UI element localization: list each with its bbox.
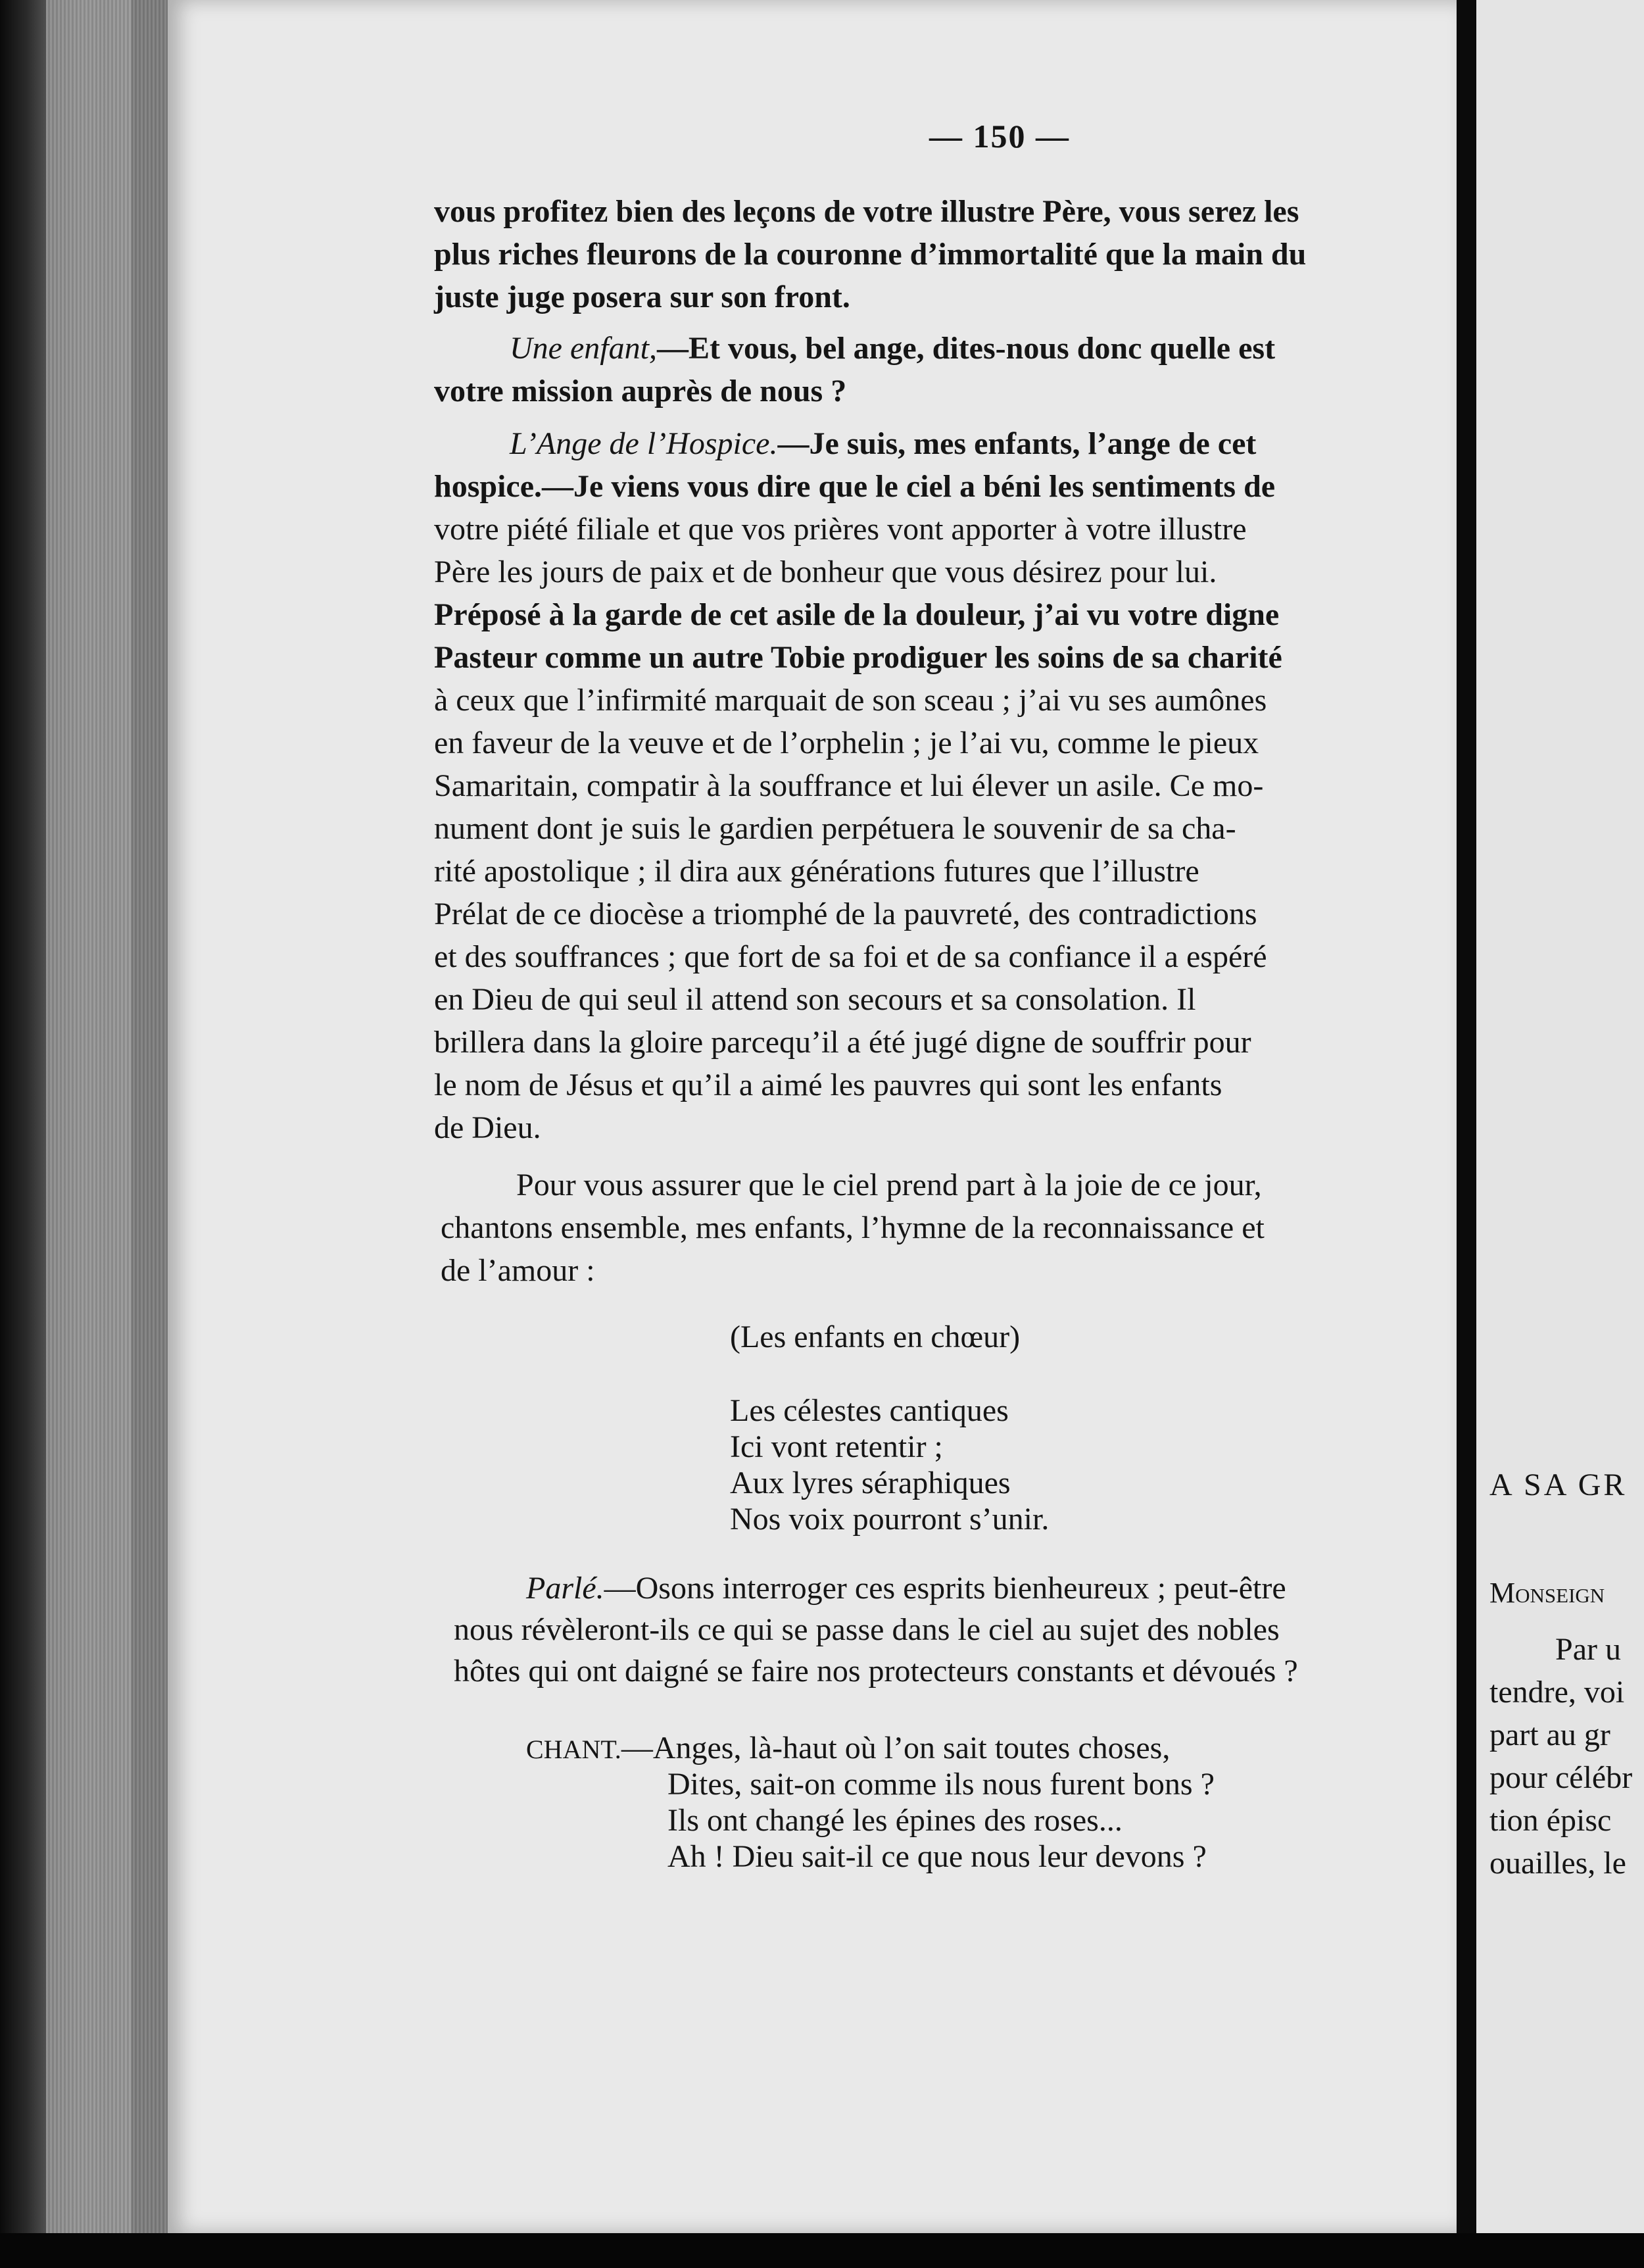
text-line: Pasteur comme un autre Tobie prodiguer les soins de sa charité <box>434 640 1282 675</box>
text-line: de l’amour : <box>441 1253 595 1288</box>
verse-line: Ah ! Dieu sait-il ce que nous leur devons ? <box>667 1839 1207 1874</box>
right-page-subheading: Monseign <box>1489 1577 1605 1609</box>
text-line: Père les jours de paix et de bonheur que vous désirez pour lui. <box>434 555 1217 589</box>
text-line: votre piété filiale et que vos prières vont apporter à votre illustre <box>434 512 1247 547</box>
parle-label: Parlé. <box>526 1571 604 1606</box>
scan-bottom-edge <box>0 2233 1644 2268</box>
text-line: Pour vous assurer que le ciel prend part à la joie de ce jour, <box>516 1168 1262 1202</box>
book-page-right-partial <box>1476 0 1644 2250</box>
verse-line: Ils ont changé les épines des roses... <box>667 1803 1123 1838</box>
text-line: hôtes qui ont daigné se faire nos protecteurs constants et dévoués ? <box>454 1654 1298 1689</box>
verse-line: Aux lyres séraphiques <box>730 1466 1011 1500</box>
verse-line: Dites, sait-on comme ils nous furent bons ? <box>667 1767 1215 1802</box>
text-line: brillera dans la gloire parcequ’il a été jugé digne de souffrir pour <box>434 1025 1251 1060</box>
text-line: votre mission auprès de nous ? <box>434 374 847 408</box>
dialogue-line <box>510 329 1275 368</box>
text-line: tion épisc <box>1489 1803 1612 1838</box>
dialogue-line <box>526 1569 1286 1608</box>
chant-label: CHANT. <box>526 1735 621 1764</box>
dialogue-text: —Osons interroger ces esprits bienheureux ; peut-être <box>604 1571 1286 1606</box>
text-line: Samaritain, compatir à la souffrance et lui élever un asile. Ce mo- <box>434 768 1264 803</box>
dialogue-text: —Je suis, mes enfants, l’ange de cet <box>777 426 1257 461</box>
text-line: à ceux que l’infirmité marquait de son sceau ; j’ai vu ses aumônes <box>434 683 1267 718</box>
text-line: en Dieu de qui seul il attend son secours et sa consolation. Il <box>434 982 1196 1017</box>
text-line: de Dieu. <box>434 1110 541 1145</box>
text-line: chantons ensemble, mes enfants, l’hymne de la reconnaissance et <box>441 1210 1265 1245</box>
text-line: Préposé à la garde de cet asile de la douleur, j’ai vu votre digne <box>434 597 1280 632</box>
text-line: et des souffrances ; que fort de sa foi et de sa confiance il a espéré <box>434 939 1267 974</box>
speaker-label: L’Ange de l’Hospice. <box>510 426 778 461</box>
chorus-heading: (Les enfants en chœur) <box>730 1319 1021 1354</box>
text-line: pour célébr <box>1489 1760 1633 1795</box>
text-line: plus riches fleurons de la couronne d’immortalité que la main du <box>434 237 1307 272</box>
verse-line: Ici vont retentir ; <box>730 1429 943 1464</box>
book-page-left <box>168 0 1457 2233</box>
dialogue-line <box>510 424 1256 464</box>
chant-text: —Anges, là-haut où l’on sait toutes choses, <box>621 1731 1171 1765</box>
text-line: juste juge posera sur son front. <box>434 280 850 314</box>
chant-first-line <box>526 1730 1170 1768</box>
text-line: nument dont je suis le gardien perpétuera le souvenir de sa cha- <box>434 811 1236 846</box>
text-line: nous révèleront-ils ce qui se passe dans le ciel au sujet des nobles <box>454 1612 1280 1647</box>
text-line: en faveur de la veuve et de l’orphelin ; je l’ai vu, comme le pieux <box>434 726 1259 760</box>
text-line: vous profitez bien des leçons de votre illustre Père, vous serez les <box>434 194 1299 229</box>
text-line: part au gr <box>1489 1717 1610 1752</box>
right-page-heading: A SA GR <box>1489 1467 1628 1502</box>
page-gutter <box>1457 0 1476 2268</box>
verse-line: Nos voix pourront s’unir. <box>730 1502 1050 1537</box>
page-number: — 150 — <box>929 118 1070 155</box>
dialogue-text: —Et vous, bel ange, dites-nous donc quelle est <box>656 331 1276 366</box>
text-line: le nom de Jésus et qu’il a aimé les pauvres qui sont les enfants <box>434 1068 1222 1102</box>
text-line: ouailles, le <box>1489 1846 1626 1881</box>
verse-line: Les célestes cantiques <box>730 1393 1009 1428</box>
page-stack-edge <box>46 0 178 2236</box>
text-line: rité apostolique ; il dira aux générations futures que l’illustre <box>434 854 1199 889</box>
text-line: tendre, voi <box>1489 1675 1625 1710</box>
speaker-label: Une enfant, <box>510 331 657 366</box>
text-line: hospice.—Je viens vous dire que le ciel a béni les sentiments de <box>434 469 1276 504</box>
text-line: Prélat de ce diocèse a triomphé de la pauvreté, des contradictions <box>434 897 1257 931</box>
text-line: Par u <box>1555 1632 1621 1667</box>
